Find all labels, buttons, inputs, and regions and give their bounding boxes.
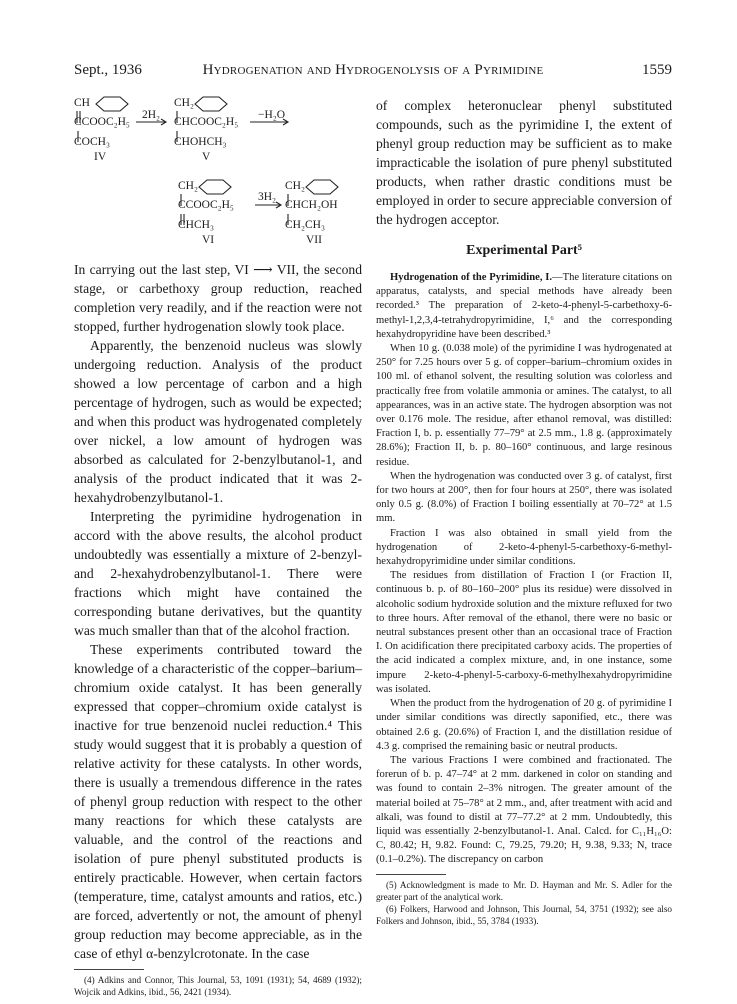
experimental-paragraph-7: The various Fractions I were combined and fractionated. The forerun of b. p. 47–74° at 2 mm. darkened in color on standing and was found to contain 2–3% nitrogen. The greater amount of the material boiled at 75–78° at 2 mm., and, after treatment with acid and alkali, was found to distil at 77–77.2° at 2 mm. Undoubtedly, this liquid was essentially 2-benzylbutanol-1. Anal. Calcd. for C₁₁H₁₆O: C, 80.42; H, 9.82. Found: C, 79.25, 79.20; H, 9.38, 9.33; N, trace (0.1–0.2%). The discrepancy on carbon: [376, 754, 672, 866]
arrow-1-reagent: 2H₂: [142, 109, 161, 121]
header-title: Hydrogenation and Hydrogenolysis of a Pyrimidine: [202, 62, 544, 78]
experimental-paragraph-1: [376, 271, 672, 342]
section-heading-experimental: Experimental Part⁵: [466, 243, 582, 258]
footnote-4: (4) Adkins and Connor, This Journal, 53, 1091 (1931); 54, 4689 (1932); Wojcik and Adkins, ibid., 56, 2421 (1934).: [74, 975, 362, 997]
left-paragraph-4: These experiments contributed toward the knowledge of a characteristic of the copper–barium–chromium oxide catalyst. It has been generally expressed that copper–chromium oxide catalyst is inactive for true benzenoid nuclei reduction.⁴ This study would suggest that it is probably a question of relative activity for these catalysts. In other words, there is usually a tremendous difference in the rates of phenyl group reduction with respect to the other many reactions for which these catalysts are valuable, and the control of the reactions and isolation of pure phenyl substituted products is entirely practicable. However, when certain factors (temperature, time, catalyst amounts and ratios, etc.) are forced, advertently or not, the amount of phenyl group reduction may become appreciable, as in the case of ethyl α-benzylcrotonate. In the case: [74, 642, 362, 961]
experimental-paragraph-1-text: —The literature citations on apparatus, catalysts, and special methods have already been recorded.³ The preparation of 2-keto-4-phenyl-5-carbethoxy-6-methyl-1,2,3,4-tetrahydropyrimidine, I,⁶ and the corresponding hexahydropyridine have been described.³: [376, 272, 673, 340]
compound-vii-line-1: CH₂: [285, 180, 305, 192]
right-column: [376, 96, 672, 927]
left-paragraph-2: Apparently, the benzenoid nucleus was slowly undergoing reduction. Analysis of the product showed a low percentage of carbon and a high percentage of hydrogen, such as would be expected; and when this product was hydrogenated completely over nickel, a low amount of hydrogen was absorbed as calculated for 2-benzylbutanol-1, and analysis of the product indicated that it was 2-hexahydrobenzylbutanol-1.: [74, 338, 362, 505]
compound-iv-line-3: COCH₃: [74, 136, 110, 148]
compound-vii-line-2: CHCH₂OH: [285, 199, 338, 211]
arrow-2-reagent: −H₂O: [258, 109, 286, 121]
footnote-rule-right: [376, 874, 446, 875]
right-paragraph-1: of complex heteronuclear phenyl substituted compounds, such as the pyrimidine I, the extent of phenyl group reduction may be sufficient as to make impracticable the isolation of pure phenyl substituted products, when rather drastic conditions must be employed in order to secure appreciable conversion of the hydrogen acceptor.: [376, 98, 672, 227]
experimental-paragraph-6: When the product from the hydrogenation of 20 g. of pyrimidine I under similar conditions was directly saponified, etc., there was obtained 2.6 g. (20.6%) of Fraction I, and the distillation residue of 4.3 g. comprised the remaining basic or neutral products.: [376, 698, 672, 752]
compound-v-line-3: CHOHCH₃: [174, 136, 227, 148]
compound-v-line-1: CH₂: [174, 97, 194, 109]
left-paragraph-3: Interpreting the pyrimidine hydrogenation in accord with the above results, the alcohol product undoubtedly was essentially a mixture of 2-benzyl- and 2-hexahydrobenzylbutanol-1. There were fractions which might have contained the corresponding butane derivatives, but the quantity was much smaller than that of the alcohol fraction.: [74, 509, 362, 638]
compound-vi-line-1: CH₂: [178, 180, 198, 192]
experimental-paragraph-4: Fraction I was also obtained in small yield from the hydrogenation of 2-keto-4-phenyl-5-carbethoxy-6-methyl-hexahydropyrimidine under similar conditions.: [376, 527, 672, 568]
footnote-6: (6) Folkers, Harwood and Johnson, This Journal, 54, 3751 (1932); see also Folkers and Johnson, ibid., 55, 3784 (1933).: [376, 903, 672, 926]
left-column: [74, 260, 362, 998]
compound-vi-line-2: CCOOC₂H₅: [178, 199, 234, 211]
footnote-5: (5) Acknowledgment is made to Mr. D. Hayman and Mr. S. Adler for the greater part of the analytical work.: [376, 879, 672, 902]
compound-iv-line-1: CH: [74, 97, 90, 109]
left-paragraph-1: In carrying out the last step, VI ⟶ VII, the second stage, or carbethoxy group reduction, reached completion very readily, and if the reaction were not stopped, further hydrogenation slowly took place.: [74, 262, 362, 334]
compound-v-line-2: CHCOOC₂H₅: [174, 116, 239, 128]
compound-v-label: V: [202, 151, 211, 163]
reaction-scheme: [74, 96, 362, 252]
experimental-paragraph-2: When 10 g. (0.038 mole) of the pyrimidine I was hydrogenated at 250° for 7.25 hours over 5 g. of copper–barium–chromium oxides in 100 ml. of ethanol solvent, the resulting solution was colorless and practically free from volatile ammonia or amines. The catalyst, to all appearances, was in an active state. The hydrogen absorption was not over 0.176 mole. The residue, after ethanol removal, was distilled: Fraction I, b. p. essentially 77–79° at 2.5 mm., 1.8 g. (approximately 28.6%); Fraction II, b. p. 80–160° continuous, and large resinous residue.: [376, 343, 672, 468]
header-date: Sept., 1936: [74, 62, 142, 78]
compound-vii-line-3: CH₂CH₃: [285, 219, 325, 231]
compound-iv-line-2: CCOOC₂H₅: [74, 116, 130, 128]
experimental-paragraph-5: The residues from distillation of Fraction I (or Fraction II, continuous b. p. of 80–160–200° plus its residue) were dissolved in alcoholic sodium hydroxide solution and the mixture refluxed for two to three hours. After removal of the ethanol, there were no basic or neutral substances present other than an occasional trace of Fraction I. On acidification there precipitated carboxy acids. The properties of the acid indicated a complex mixture, and, in one instance, some impure 2-keto-4-phenyl-5-carboxy-6-methylhexahydropyrimidine was isolated.: [376, 570, 672, 695]
benzene-ring-vi: [199, 180, 231, 194]
compound-iv-label: IV: [94, 151, 107, 163]
compound-vi-label: VI: [202, 234, 215, 246]
header-page-number: 1559: [642, 62, 672, 78]
benzene-ring-vii: [306, 180, 338, 194]
compound-vi-line-3: CHCH₃: [178, 219, 214, 231]
benzene-ring-v: [195, 97, 227, 111]
benzene-ring-iv: [96, 97, 128, 111]
arrow-3-reagent: 3H₂: [258, 191, 277, 203]
compound-vii-label: VII: [306, 234, 322, 246]
running-header: [74, 62, 672, 82]
subsection-heading: Hydrogenation of the Pyrimidine, I.: [390, 272, 553, 283]
experimental-paragraph-3: When the hydrogenation was conducted over 3 g. of catalyst, first for two hours at 200°, then for four hours at 250°, there was isolated only 0.5 g. (8.0%) of Fraction I boiling essentially at 70–72° at 1.5 mm.: [376, 470, 672, 525]
footnote-rule: [74, 969, 144, 970]
